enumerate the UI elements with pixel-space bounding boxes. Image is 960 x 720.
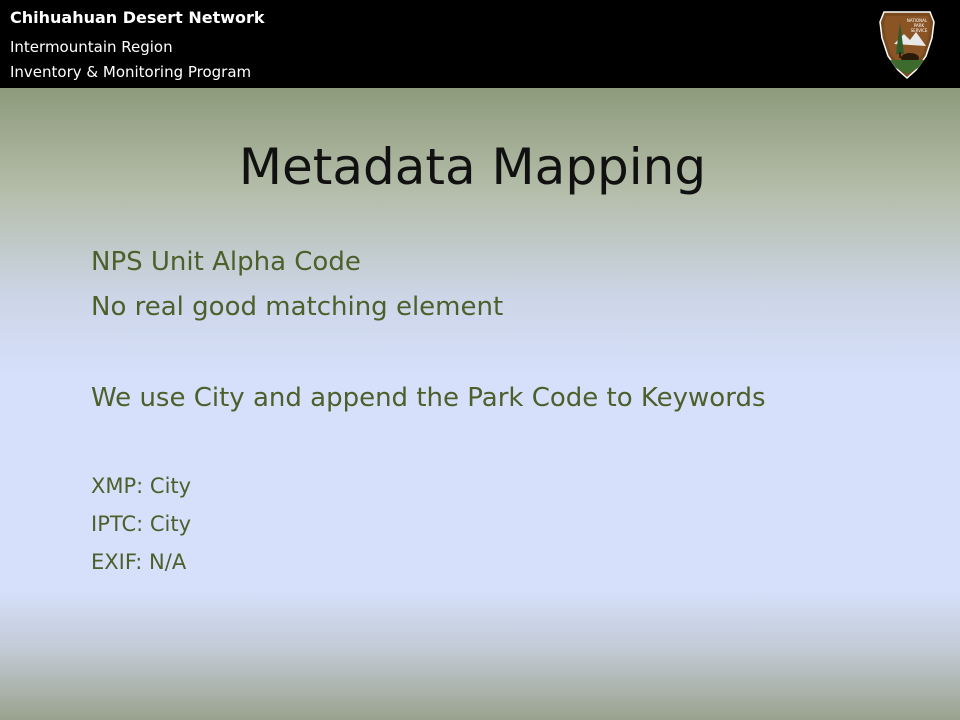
- nps-arrowhead-logo-icon: [876, 8, 938, 80]
- header-program: Inventory & Monitoring Program: [10, 63, 252, 81]
- body-line-city-keywords: We use City and append the Park Code to Keywords: [91, 383, 766, 413]
- header-region: Intermountain Region: [10, 38, 173, 56]
- svg-text:SERVICE: SERVICE: [910, 28, 928, 33]
- body-line-no-match: No real good matching element: [91, 292, 504, 322]
- body-line-alpha-code: NPS Unit Alpha Code: [91, 247, 361, 277]
- svg-text:NATIONAL: NATIONAL: [906, 18, 928, 23]
- header-network-name: Chihuahuan Desert Network: [10, 8, 265, 27]
- slide-title: Metadata Mapping: [238, 138, 707, 196]
- svg-text:PARK: PARK: [913, 23, 925, 28]
- body-line-exif: EXIF: N/A: [91, 550, 187, 574]
- body-line-iptc: IPTC: City: [91, 512, 192, 536]
- body-line-xmp: XMP: City: [91, 474, 192, 498]
- header-bar: [0, 0, 960, 88]
